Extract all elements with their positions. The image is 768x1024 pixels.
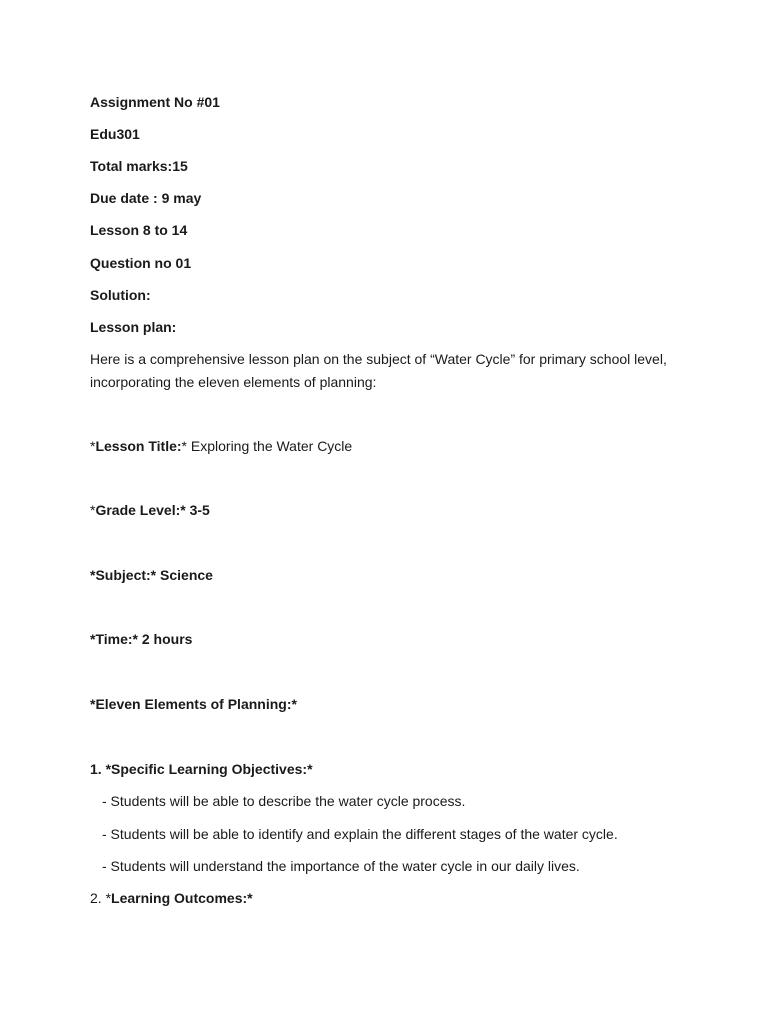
grade-level-label: Grade Level:* 3-5 [95,502,210,518]
learning-outcomes-prefix: 2. * [90,890,112,906]
subject-line: *Subject:* Science [90,567,213,583]
time-line: *Time:* 2 hours [90,631,193,647]
grade-level-line [90,499,210,521]
objective-item: - Students will be able to identify and explain the different stages of the water cycle. [102,826,618,842]
lesson-range: Lesson 8 to 14 [90,222,188,238]
objective-item: - Students will be able to describe the water cycle process. [102,793,466,809]
grade-level-prefix: * [90,502,96,518]
intro-paragraph: Here is a comprehensive lesson plan on the subject of “Water Cycle” for primary school level, incorporating the eleven elements of planning: [90,351,667,390]
lesson-plan-label: Lesson plan: [90,319,177,335]
lesson-title-prefix: * [90,438,96,454]
assignment-number: Assignment No #01 [90,94,220,110]
objectives-heading: 1. *Specific Learning Objectives:* [90,761,313,777]
course-code: Edu301 [90,126,140,142]
lesson-title-label: Lesson Title: [95,438,182,454]
objective-item: - Students will understand the importance of the water cycle in our daily lives. [102,858,580,874]
solution-label: Solution: [90,287,151,303]
question-number: Question no 01 [90,255,192,271]
learning-outcomes-label: Learning Outcomes:* [111,890,253,906]
total-marks: Total marks:15 [90,158,188,174]
due-date: Due date : 9 may [90,190,202,206]
elements-heading: *Eleven Elements of Planning:* [90,696,297,712]
lesson-title-line [90,435,352,457]
lesson-title-value: * Exploring the Water Cycle [181,438,353,454]
learning-outcomes-heading [90,887,253,909]
